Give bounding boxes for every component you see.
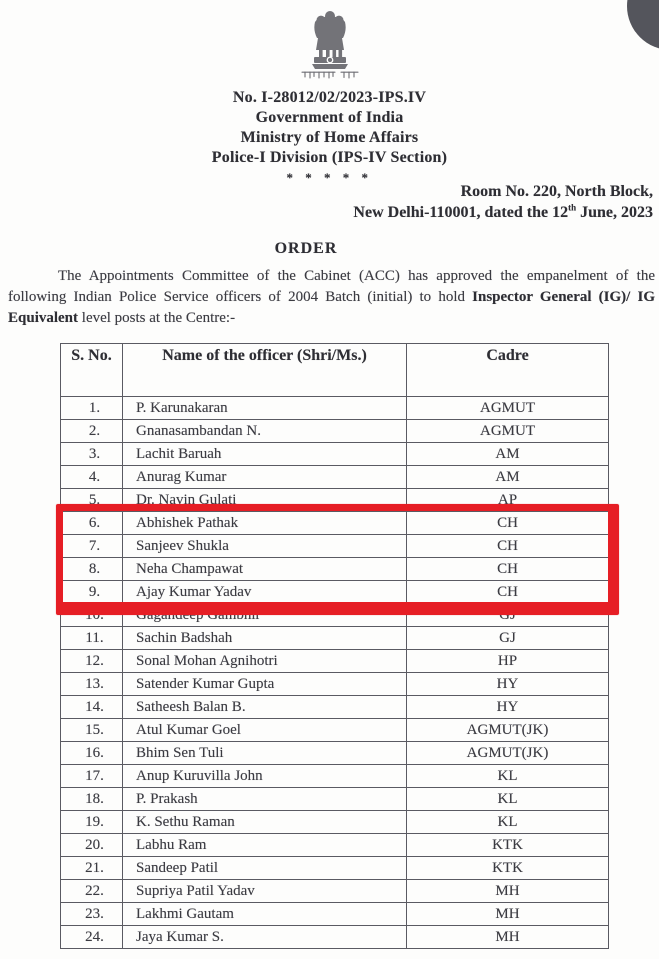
- satyameva-jayate-motto-icon: [301, 71, 359, 79]
- cell-cadre: AGMUT(JK): [407, 742, 609, 765]
- header-name: Name of the officer (Shri/Ms.): [123, 344, 407, 397]
- cell-cadre: AGMUT(JK): [407, 719, 609, 742]
- cell-sno: 3.: [61, 443, 123, 466]
- cell-sno: 20.: [61, 834, 123, 857]
- cell-cadre: AM: [407, 466, 609, 489]
- address-date-block: [353, 182, 653, 223]
- cell-sno: 6.: [61, 512, 123, 535]
- table-row: [61, 466, 609, 489]
- cell-sno: 2.: [61, 420, 123, 443]
- cell-name: Abhishek Pathak: [123, 512, 407, 535]
- cell-cadre: AM: [407, 443, 609, 466]
- table-row: [61, 581, 609, 604]
- cell-sno: 4.: [61, 466, 123, 489]
- table-row: [61, 880, 609, 903]
- order-paragraph: [8, 266, 655, 328]
- table-row: [61, 443, 609, 466]
- cell-sno: 7.: [61, 535, 123, 558]
- table-row: [61, 926, 609, 949]
- cell-name: Gagandeep Gambhir: [123, 604, 407, 627]
- cell-cadre: MH: [407, 926, 609, 949]
- cell-cadre: HY: [407, 696, 609, 719]
- cell-sno: 21.: [61, 857, 123, 880]
- cell-name: Sanjeev Shukla: [123, 535, 407, 558]
- cell-name: Jaya Kumar S.: [123, 926, 407, 949]
- cell-cadre: CH: [407, 581, 609, 604]
- cell-name: Gnanasambandan N.: [123, 420, 407, 443]
- cell-name: Sachin Badshah: [123, 627, 407, 650]
- cell-name: Supriya Patil Yadav: [123, 880, 407, 903]
- order-title: ORDER: [274, 240, 338, 257]
- cell-name: Anurag Kumar: [123, 466, 407, 489]
- date-superscript: th: [568, 202, 577, 213]
- org-ministry: Ministry of Home Affairs: [240, 129, 419, 146]
- cell-name: P. Karunakaran: [123, 397, 407, 420]
- cell-sno: 10.: [61, 604, 123, 627]
- table-row: [61, 627, 609, 650]
- table-body: [61, 397, 609, 949]
- cell-name: Lachit Baruah: [123, 443, 407, 466]
- table-row: [61, 512, 609, 535]
- cell-cadre: CH: [407, 535, 609, 558]
- table-row: [61, 489, 609, 512]
- cell-name: Lakhmi Gautam: [123, 903, 407, 926]
- officers-table: [60, 343, 609, 949]
- cell-cadre: KL: [407, 765, 609, 788]
- cell-name: Satender Kumar Gupta: [123, 673, 407, 696]
- table-row: [61, 696, 609, 719]
- cell-cadre: KL: [407, 811, 609, 834]
- cell-sno: 11.: [61, 627, 123, 650]
- table-row: [61, 788, 609, 811]
- cell-sno: 9.: [61, 581, 123, 604]
- table-row: [61, 604, 609, 627]
- paragraph-text: The Appointments Committee of the Cabinet (ACC) has approved the empanelment of the following Indian Police Service officers of 2004 Batch (initial) to hold: [8, 268, 655, 305]
- header-sno: S. No.: [61, 344, 123, 397]
- cell-sno: 8.: [61, 558, 123, 581]
- paragraph-bold-text: Inspector General (IG)/ IG Equivalent: [8, 288, 655, 326]
- cell-name: Satheesh Balan B.: [123, 696, 407, 719]
- cell-cadre: KL: [407, 788, 609, 811]
- cell-name: Sandeep Patil: [123, 857, 407, 880]
- cell-sno: 19.: [61, 811, 123, 834]
- cell-name: Labhu Ram: [123, 834, 407, 857]
- cell-cadre: KTK: [407, 857, 609, 880]
- cell-cadre: CH: [407, 512, 609, 535]
- table-row: [61, 719, 609, 742]
- table-header-row: [61, 344, 609, 397]
- cell-sno: 18.: [61, 788, 123, 811]
- cell-cadre: GJ: [407, 627, 609, 650]
- org-division: Police-I Division (IPS-IV Section): [211, 149, 448, 166]
- table-row: [61, 650, 609, 673]
- cell-cadre: AP: [407, 489, 609, 512]
- table-row: [61, 673, 609, 696]
- cell-name: Atul Kumar Goel: [123, 719, 407, 742]
- cell-sno: 23.: [61, 903, 123, 926]
- org-government: Government of India: [255, 109, 404, 126]
- cell-name: Ajay Kumar Yadav: [123, 581, 407, 604]
- date-line: New Delhi-110001, dated the 12th June, 2023: [353, 202, 653, 221]
- cell-sno: 1.: [61, 397, 123, 420]
- cell-name: Sonal Mohan Agnihotri: [123, 650, 407, 673]
- cell-name: Dr. Navin Gulati: [123, 489, 407, 512]
- india-state-emblem-icon: [305, 8, 355, 70]
- cell-cadre: GJ: [407, 604, 609, 627]
- cell-sno: 13.: [61, 673, 123, 696]
- cell-sno: 5.: [61, 489, 123, 512]
- table-row: [61, 742, 609, 765]
- cell-cadre: HY: [407, 673, 609, 696]
- cell-cadre: AGMUT: [407, 397, 609, 420]
- table-row: [61, 558, 609, 581]
- cell-name: Anup Kuruvilla John: [123, 765, 407, 788]
- cell-cadre: AGMUT: [407, 420, 609, 443]
- table-row: [61, 811, 609, 834]
- table-row: [61, 903, 609, 926]
- cell-cadre: KTK: [407, 834, 609, 857]
- cell-sno: 14.: [61, 696, 123, 719]
- cell-sno: 22.: [61, 880, 123, 903]
- cell-sno: 15.: [61, 719, 123, 742]
- table-row: [61, 834, 609, 857]
- cell-sno: 12.: [61, 650, 123, 673]
- letterhead: [0, 8, 659, 184]
- table-row: [61, 397, 609, 420]
- cell-name: Bhim Sen Tuli: [123, 742, 407, 765]
- table-row: [61, 857, 609, 880]
- header-cadre: Cadre: [407, 344, 609, 397]
- cell-sno: 24.: [61, 926, 123, 949]
- star-separator: * * * * *: [286, 170, 373, 185]
- cell-sno: 16.: [61, 742, 123, 765]
- table-row: [61, 420, 609, 443]
- cell-name: P. Prakash: [123, 788, 407, 811]
- cell-cadre: CH: [407, 558, 609, 581]
- table-row: [61, 765, 609, 788]
- paragraph-text-end: level posts at the Centre:-: [78, 309, 236, 326]
- reference-number: No. I-28012/02/2023-IPS.IV: [232, 89, 427, 106]
- cell-name: K. Sethu Raman: [123, 811, 407, 834]
- cell-cadre: HP: [407, 650, 609, 673]
- address-line: Room No. 220, North Block,: [460, 183, 653, 200]
- cell-name: Neha Champawat: [123, 558, 407, 581]
- cell-cadre: MH: [407, 903, 609, 926]
- table-row: [61, 535, 609, 558]
- cell-sno: 17.: [61, 765, 123, 788]
- cell-cadre: MH: [407, 880, 609, 903]
